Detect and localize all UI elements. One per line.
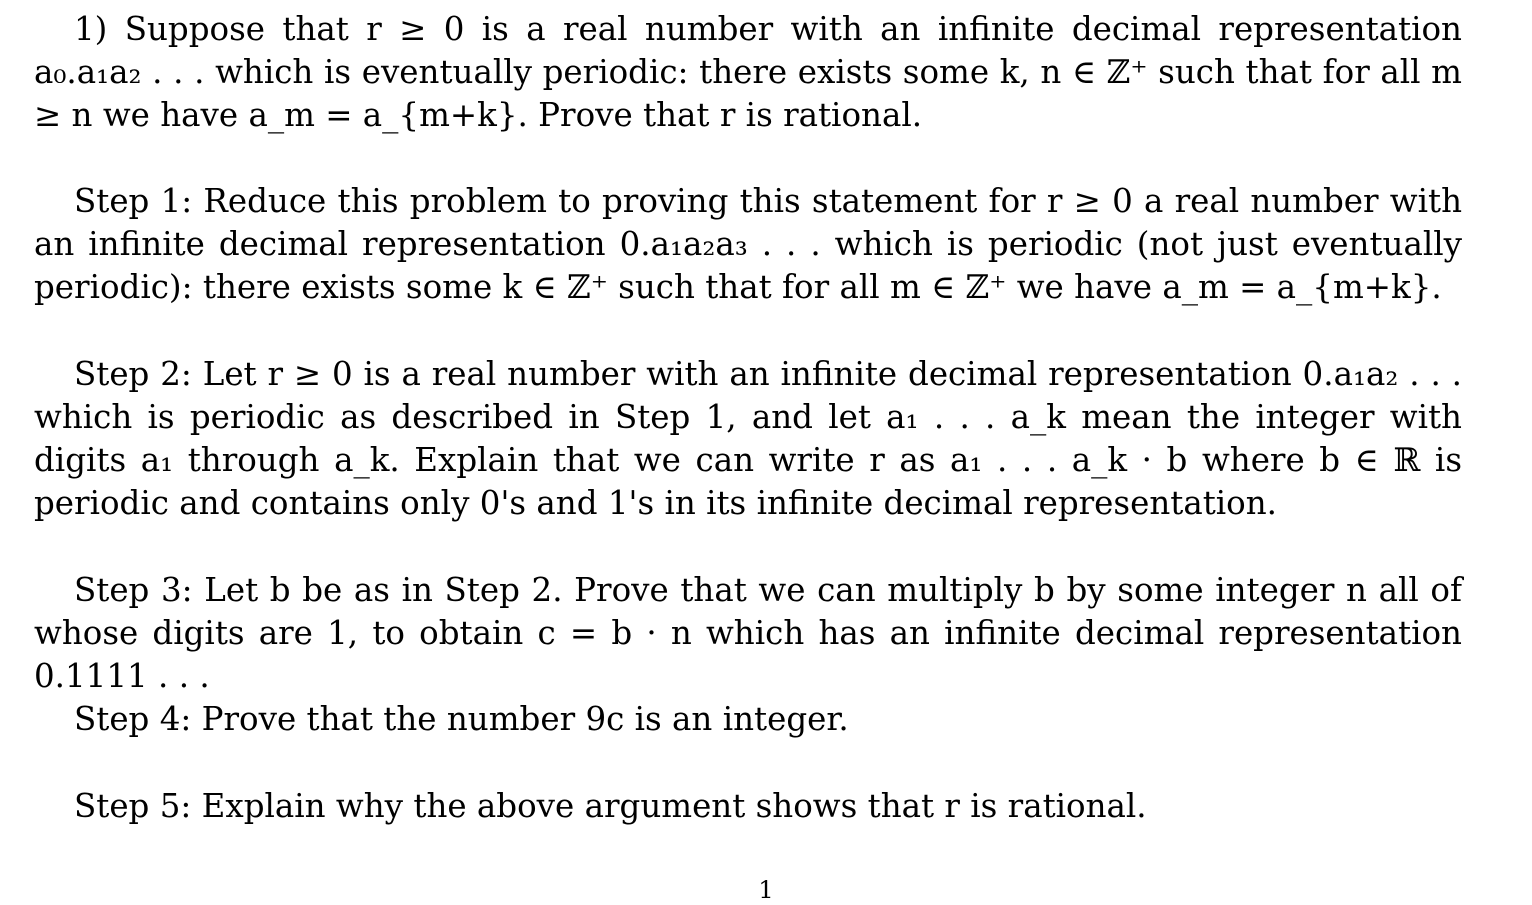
problem-intro: 1) Suppose that r ≥ 0 is a real number with an infinite decimal representation a₀.a₁a₂ . . . which is eventually periodic: there exists some k, n ∈ ℤ⁺ such that for all m ≥ n we have a_m = a_{m+k}. Prove that r is rational. — [34, 10, 1462, 134]
step-4: Step 4: Prove that the number 9c is an integer. — [74, 700, 849, 738]
step-1: Step 1: Reduce this problem to proving this statement for r ≥ 0 a real number with an infinite decimal representation 0.a₁a₂a₃ . . . which is periodic (not just eventually periodic): there exists some k ∈ ℤ⁺ such that for all m ∈ ℤ⁺ we have a_m = a_{m+k}. — [34, 182, 1462, 306]
step-3: Step 3: Let b be as in Step 2. Prove that we can multiply b by some integer n all of whose digits are 1, to obtain c = b · n which has an infinite decimal representation 0.1111 . . . — [34, 571, 1462, 695]
step-2: Step 2: Let r ≥ 0 is a real number with an infinite decimal representation 0.a₁a₂ . . . which is periodic as described in Step 1, and let a₁ . . . a_k mean the integer with digits a₁ through a_k. Explain that we can write r as a₁ . . . a_k · b where b ∈ ℝ is periodic and contains only 0's and 1's in its infinite decimal representation. — [34, 355, 1462, 522]
page-number: 1 — [758, 876, 774, 904]
step-5: Step 5: Explain why the above argument shows that r is rational. — [74, 787, 1147, 825]
